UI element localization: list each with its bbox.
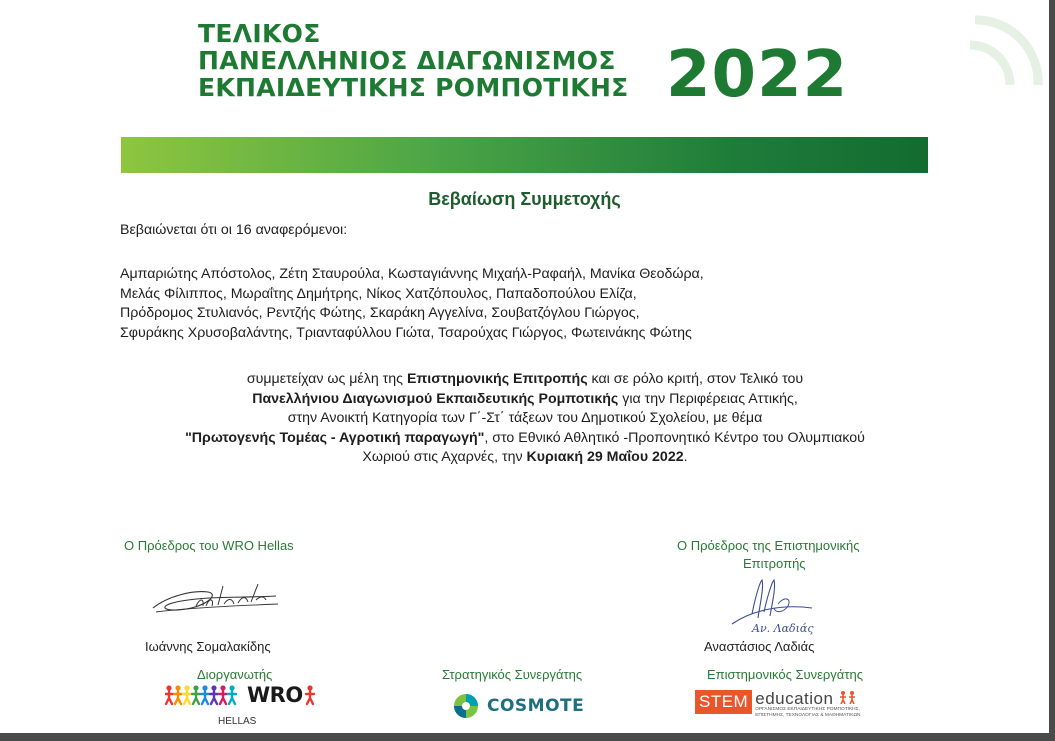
competition-theme: "Πρωτογενής Τομέας - Αγροτική παραγωγή" — [185, 429, 485, 446]
green-gradient-banner — [121, 137, 928, 173]
right-signatory-title-line1: Ο Πρόεδρος της Επιστημονικής — [677, 538, 860, 553]
intro-text: Βεβαιώνεται ότι οι 16 αναφερόμενοι: — [120, 222, 348, 238]
people-chain-icon — [165, 684, 245, 706]
competition-name: Πανελλήνιου Διαγωνισμού Εκπαιδευτικής Ρομποτικής — [252, 390, 619, 407]
decorative-lines-graphic — [960, 5, 1050, 95]
body-text-segment: συμμετείχαν ως μέλη της — [246, 371, 407, 387]
certificate-body — [120, 370, 930, 468]
right-signatory-name: Αναστάσιος Λαδιάς — [704, 639, 815, 654]
event-title — [198, 20, 629, 101]
page-edge-bottom — [0, 733, 1055, 741]
certificate-heading: Βεβαίωση Συμμετοχής — [428, 189, 621, 209]
organizer-label: Διοργανωτής — [197, 667, 273, 682]
wro-hellas-text: HELLAS — [218, 716, 257, 727]
body-line-4 — [120, 429, 930, 449]
participants-line: Πρόδρομος Στυλιανός, Ρεντζής Φώτης, Σκαράκη Αγγελίνα, Σουβατζόγλου Γιώργος, — [120, 305, 640, 321]
stem-logo-word: education — [755, 689, 834, 708]
right-signature-text: Αν. Λαδιάς — [752, 622, 814, 635]
stem-subtitle-line2: ΕΠΙΣΤΗΜΗΣ, ΤΕΧΝΟΛΟΓΙΑΣ & ΜΑΘΗΜΑΤΙΚΩΝ — [755, 712, 861, 718]
event-date: Κυριακή 29 Μαΐου 2022 — [526, 449, 684, 465]
stem-people-icon — [839, 690, 857, 704]
right-signature-image — [722, 574, 842, 636]
stem-logo-box: STEM — [695, 690, 752, 714]
cosmote-logo — [453, 693, 584, 719]
title-line-1: ΤΕΛΙΚΟΣ — [198, 19, 321, 48]
cosmote-swirl-icon — [453, 693, 479, 719]
committee-name: Επιστημονικής Επιτροπής — [406, 371, 588, 387]
wro-figure-icon — [303, 684, 317, 706]
body-text-segment: Χωριού στις Αχαρνές, την — [362, 449, 527, 465]
title-line-3: ΕΚΠΑΙΔΕΥΤΙΚΗΣ ΡΟΜΠΟΤΙΚΗΣ — [198, 73, 629, 102]
participants-list — [120, 265, 704, 343]
participants-line: Μελάς Φίλιππος, Μωραΐτης Δημήτρης, Νίκος Χατζόπουλος, Παπαδοπούλου Ελίζα, — [120, 285, 637, 302]
wro-logo-text: WRO — [247, 683, 303, 707]
body-text-segment: και σε ρόλο κριτή, στον Τελικό του — [587, 371, 804, 387]
scientific-partner-label: Επιστημονικός Συνεργάτης — [707, 667, 863, 682]
body-text-segment: , στο Εθνικό Αθλητικό -Προπονητικό Κέντρο του Ολυμπιακού — [484, 429, 865, 446]
body-line-3: στην Ανοικτή Κατηγορία των Γ΄-Στ΄ τάξεων του Δημοτικού Σχολείου, με θέμα — [287, 410, 763, 426]
right-signatory-title-line2: Επιτροπής — [743, 556, 806, 571]
event-year: 2022 — [666, 38, 849, 112]
body-text-segment: για την Περιφέρειας Αττικής, — [618, 390, 798, 407]
left-signatory-name: Ιωάννης Σομαλακίδης — [145, 639, 271, 654]
body-line-2 — [120, 390, 930, 410]
stem-subtitle-line1: ΟΡΓΑΝΙΣΜΟΣ ΕΚΠΑΙΔΕΥΤΙΚΗΣ ΡΟΜΠΟΤΙΚΗΣ, — [755, 707, 860, 712]
strategic-partner-label: Στρατηγικός Συνεργάτης — [442, 667, 583, 682]
participants-line: Σφυράκης Χρυσοβαλάντης, Τριανταφύλλου Γιώτα, Τσαρούχας Γιώργος, Φωτεινάκης Φώτης — [120, 324, 692, 341]
participants-line: Αμπαριώτης Απόστολος, Ζέτη Σταυρούλα, Κωσταγιάννης Μιχαήλ-Ραφαήλ, Μανίκα Θεοδώρα, — [120, 266, 704, 282]
body-line-5 — [120, 448, 930, 468]
stem-education-logo — [695, 690, 861, 718]
left-signatory-title: Ο Πρόεδρος του WRO Hellas — [124, 538, 294, 553]
wro-logo — [165, 683, 317, 707]
title-line-2: ΠΑΝΕΛΛΗΝΙΟΣ ΔΙΑΓΩΝΙΣΜΟΣ — [198, 46, 616, 75]
page-edge-right — [1049, 0, 1055, 741]
body-line-1 — [120, 370, 930, 390]
body-text-segment: . — [683, 449, 688, 465]
left-signature-image — [148, 578, 283, 618]
cosmote-logo-text: COSMOTE — [487, 696, 585, 716]
